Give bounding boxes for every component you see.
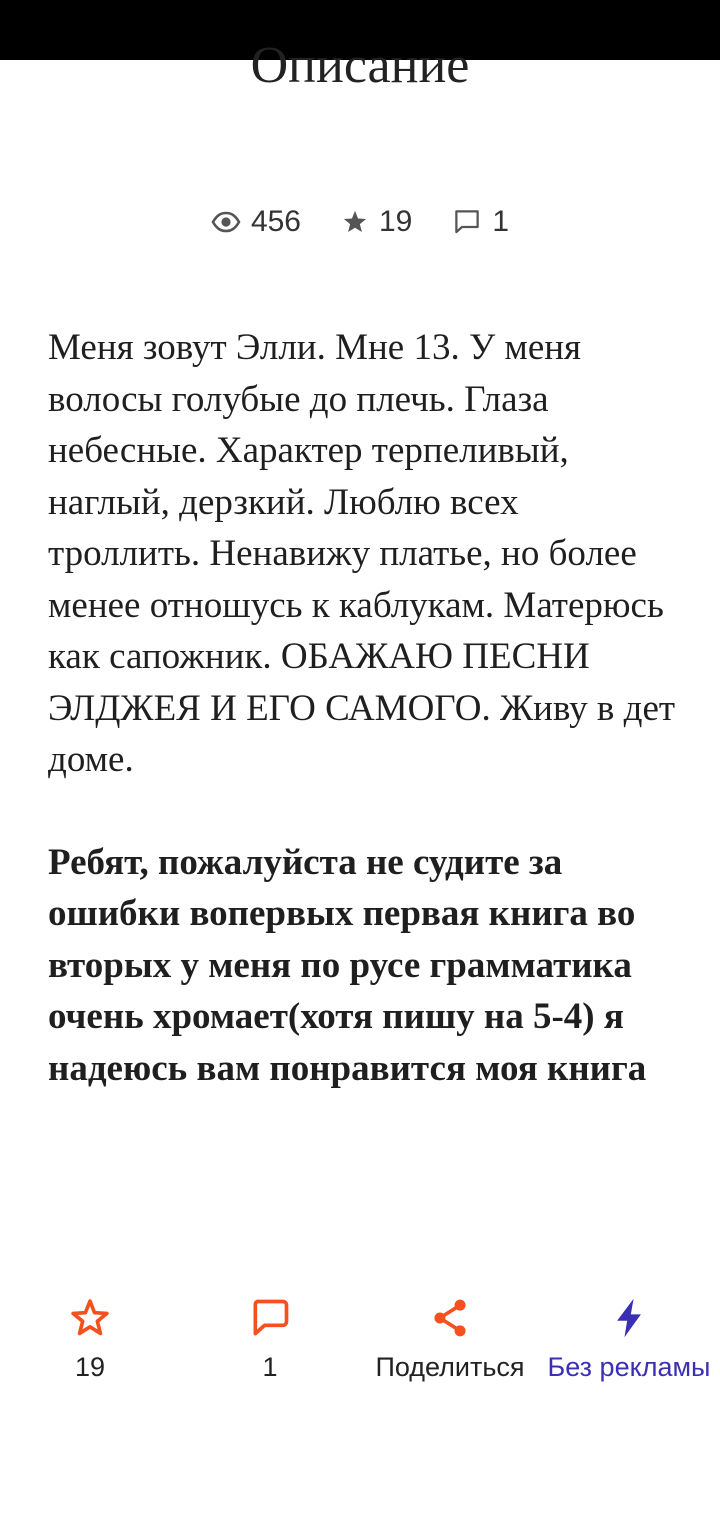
lightning-icon (607, 1296, 651, 1345)
story-description (48, 322, 678, 1094)
author-note: Ребят, пожалуйста не судите за ошибки вопервых первая книга во вторых у меня по русе грамматика очень хромает(хотя пишу на 5-4) я надеюсь вам понравится моя книга (48, 841, 647, 1089)
action-bar (0, 1296, 720, 1396)
comments-stat (452, 205, 509, 239)
share-label: Поделиться (375, 1352, 525, 1382)
comment-icon (452, 207, 482, 237)
eye-icon (211, 210, 241, 234)
page-title: Описание (250, 37, 470, 94)
no-ads-button[interactable] (540, 1296, 718, 1384)
star-icon (341, 208, 369, 236)
share-icon (428, 1296, 472, 1345)
vote-button[interactable] (50, 1296, 130, 1384)
page-title-partial (0, 18, 720, 94)
stars-count: 19 (379, 205, 413, 238)
share-button[interactable] (364, 1296, 536, 1384)
story-stats (0, 200, 720, 244)
stars-stat (341, 205, 412, 239)
description-text: Меня зовут Элли. Мне 13. У меня волосы голубые до плечь. Глаза небесные. Характер терпеливый, наглый, дерзкий. Люблю всех троллить. Ненавижу платье, но более менее отношусь к каблукам. Матерюсь как сапожник. ОБАЖАЮ ПЕСНИ ЭЛДЖЕЯ И ЕГО САМОГО. Живу в дет доме. (48, 327, 676, 780)
comments-count: 1 (492, 205, 510, 238)
comments-button[interactable] (230, 1296, 310, 1384)
no-ads-label: Без рекламы (547, 1352, 711, 1382)
views-count: 456 (250, 205, 301, 238)
comment-count: 1 (262, 1352, 278, 1382)
star-outline-icon (68, 1296, 112, 1345)
vote-count: 19 (74, 1352, 106, 1382)
comment-bubble-icon (248, 1296, 292, 1345)
views-stat (211, 205, 301, 239)
